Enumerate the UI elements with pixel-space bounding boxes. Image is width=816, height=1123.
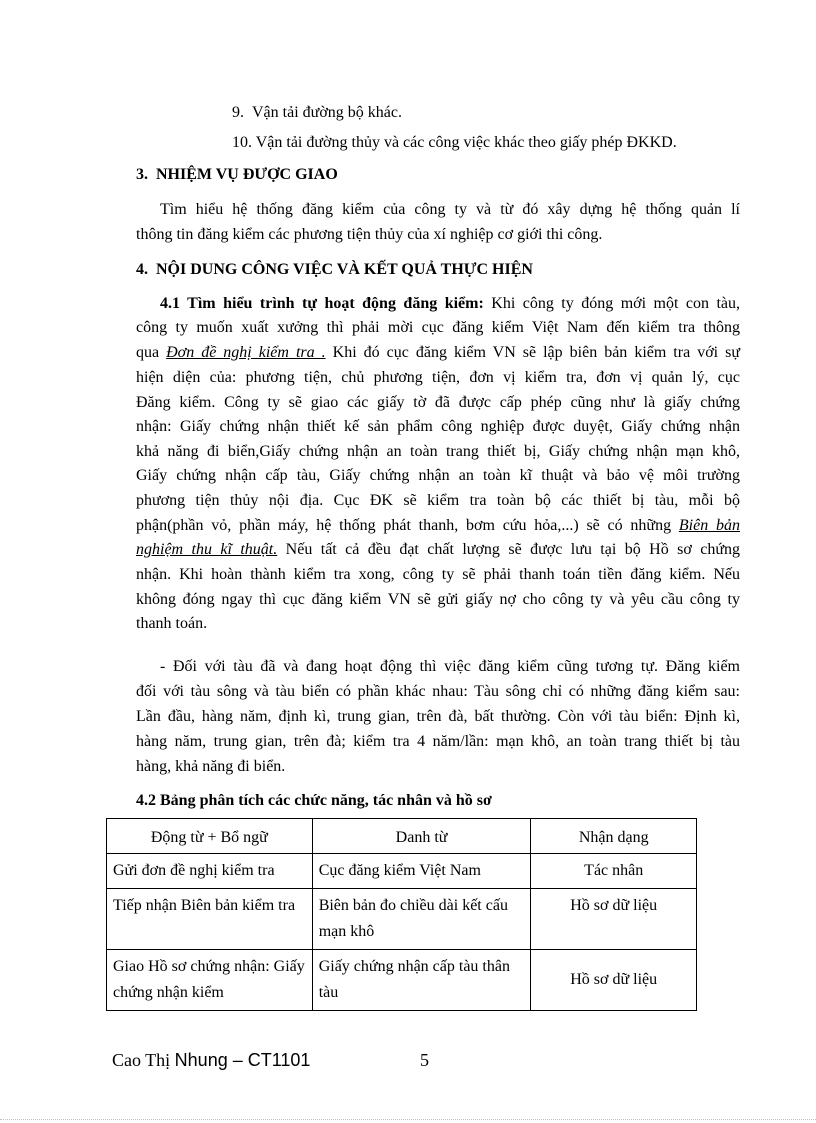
table-cell-verb: Tiếp nhận Biên bản kiểm tra: [107, 889, 313, 950]
section-4-heading: 4. NỘI DUNG CÔNG VIỆC VÀ KẾT QUẢ THỰC HIỆN: [136, 261, 533, 278]
table-row: [107, 854, 697, 889]
table-cell-type: Tác nhân: [531, 854, 697, 889]
footer-author-part-2: Nhung – CT1101: [174, 1050, 311, 1070]
paragraph-1-line-8: Giấy chứng nhận cấp tàu, Giấy chứng nhận an toàn kĩ thuật và bảo vệ môi trường: [136, 467, 740, 484]
paragraph-1-line-3-post: Khi đó cục đăng kiểm VN sẽ lập biên bản kiểm tra với sự: [325, 344, 740, 361]
table-cell-verb: Giao Hồ sơ chứng nhận: Giấy chứng nhận kiểm: [107, 950, 313, 1011]
paragraph-1-line-5: Đăng kiểm. Công ty sẽ giao các giấy tờ đã được cấp phép cũng như là giấy chứng: [136, 394, 740, 411]
section-3-heading: 3. NHIỆM VỤ ĐƯỢC GIAO: [136, 166, 338, 183]
section-3-line-1: Tìm hiểu hệ thống đăng kiểm của công ty và từ đó xây dựng hệ thống quản lí: [160, 201, 740, 218]
analysis-table: [106, 818, 697, 1011]
paragraph-1-line-7: khả năng đi biển,Giấy chứng nhận an toàn trang thiết bị, Giấy chứng nhận mạn khô,: [136, 443, 740, 460]
paragraph-1-line-3-pre: qua: [136, 344, 167, 361]
paragraph-1-line-13: không đóng ngay thì cục đăng kiểm VN sẽ gửi giấy nợ cho công ty và yêu cầu công ty: [136, 591, 740, 608]
paragraph-1-line-9: phương tiện thủy nội địa. Cục ĐK sẽ kiểm tra toàn bộ các thiết bị tàu, mỗi bộ: [136, 492, 740, 509]
table-row: [107, 889, 697, 950]
table-header-type: Nhận dạng: [531, 819, 697, 854]
footer-author-part-1: Cao Thị: [112, 1050, 175, 1070]
paragraph-2-line-1: - Đối với tàu đã và đang hoạt động thì việc đăng kiểm cũng tương tự. Đăng kiểm: [160, 658, 740, 675]
request-form-term: Đơn đề nghị kiểm tra .: [166, 344, 326, 361]
paragraph-1-line-14: thanh toán.: [136, 615, 208, 632]
paragraph-1-line-10: [136, 514, 740, 539]
table-header-row: [107, 819, 697, 854]
paragraph-1-line-6: nhận: Giấy chứng nhận thiết kế sản phẩm công nghiệp được duyệt, Giấy chứng nhận: [136, 418, 740, 435]
table-row: [107, 950, 697, 1011]
acceptance-report-term-part-2: nghiệm thu kĩ thuật.: [136, 541, 278, 558]
paragraph-1-line-1: [160, 292, 740, 317]
acceptance-report-term-part-1: Biên bản: [678, 517, 740, 534]
page-bottom-divider: [0, 1119, 816, 1120]
table-cell-noun: Giấy chứng nhận cấp tàu thân tàu: [312, 950, 531, 1011]
paragraph-2-line-3: Lần đầu, hàng năm, định kì, trung gian, trên đà, bất thường. Còn với tàu biển: Định kì,: [136, 708, 740, 725]
list-item-9: 9. Vận tải đường bộ khác.: [232, 104, 402, 121]
subsection-4-2-title: 4.2 Bảng phân tích các chức năng, tác nhân và hồ sơ: [136, 792, 492, 809]
paragraph-1-line-11-post: Nếu tất cả đều đạt chất lượng sẽ được lưu tại bộ Hồ sơ chứng: [277, 541, 740, 558]
paragraph-1-line-11: [136, 538, 740, 563]
paragraph-1-line-4: hiện diện của: phương tiện, chủ phương tiện, đơn vị kiểm tra, đơn vị quản lý, cục: [136, 369, 740, 386]
paragraph-1-line-10-pre: phận(phần vỏ, phần máy, hệ thống phát thanh, bơm cứu hỏa,...) sẽ có những: [136, 517, 679, 534]
paragraph-2-line-5: hàng, khả năng đi biển.: [136, 758, 286, 775]
page-number: 5: [420, 1050, 429, 1070]
paragraph-1-line-2: công ty muốn xuất xưởng thì phải mời cục đăng kiểm Việt Nam đến kiểm tra thông: [136, 319, 740, 336]
section-3-line-2: thông tin đăng kiểm các phương tiện thủy của xí nghiệp cơ giới thi công.: [136, 226, 603, 243]
table-cell-noun: Biên bản đo chiều dài kết cấu mạn khô: [312, 889, 531, 950]
paragraph-2-line-4: hàng năm, trung gian, trên đà; kiểm tra 4 năm/lần: mạn khô, an toàn trang thiết bị tàu: [136, 733, 740, 750]
table-cell-type: Hồ sơ dữ liệu: [531, 889, 697, 950]
paragraph-2-line-2: đối với tàu sông và tàu biển có phần khác nhau: Tàu sông chỉ có những đăng kiểm sau:: [136, 683, 740, 700]
paragraph-1-line-12: nhận. Khi hoàn thành kiểm tra xong, công ty sẽ phải thanh toán tiền đăng kiểm. Nếu: [136, 566, 740, 583]
table-header-verb: Động từ + Bổ ngữ: [107, 819, 313, 854]
paragraph-1-line-1-text: Khi công ty đóng mới một con tàu,: [483, 295, 740, 312]
paragraph-1-line-3: [136, 341, 740, 366]
list-item-10: 10. Vận tải đường thủy và các công việc khác theo giấy phép ĐKKD.: [232, 134, 677, 151]
table-cell-verb: Gửi đơn đề nghị kiểm tra: [107, 854, 313, 889]
table-header-noun: Danh từ: [312, 819, 531, 854]
footer-author: [112, 1050, 310, 1071]
subsection-4-1-title: 4.1 Tìm hiểu trình tự hoạt động đăng kiểm:: [160, 295, 484, 312]
table-cell-type: Hồ sơ dữ liệu: [531, 950, 697, 1011]
table-cell-noun: Cục đăng kiểm Việt Nam: [312, 854, 531, 889]
